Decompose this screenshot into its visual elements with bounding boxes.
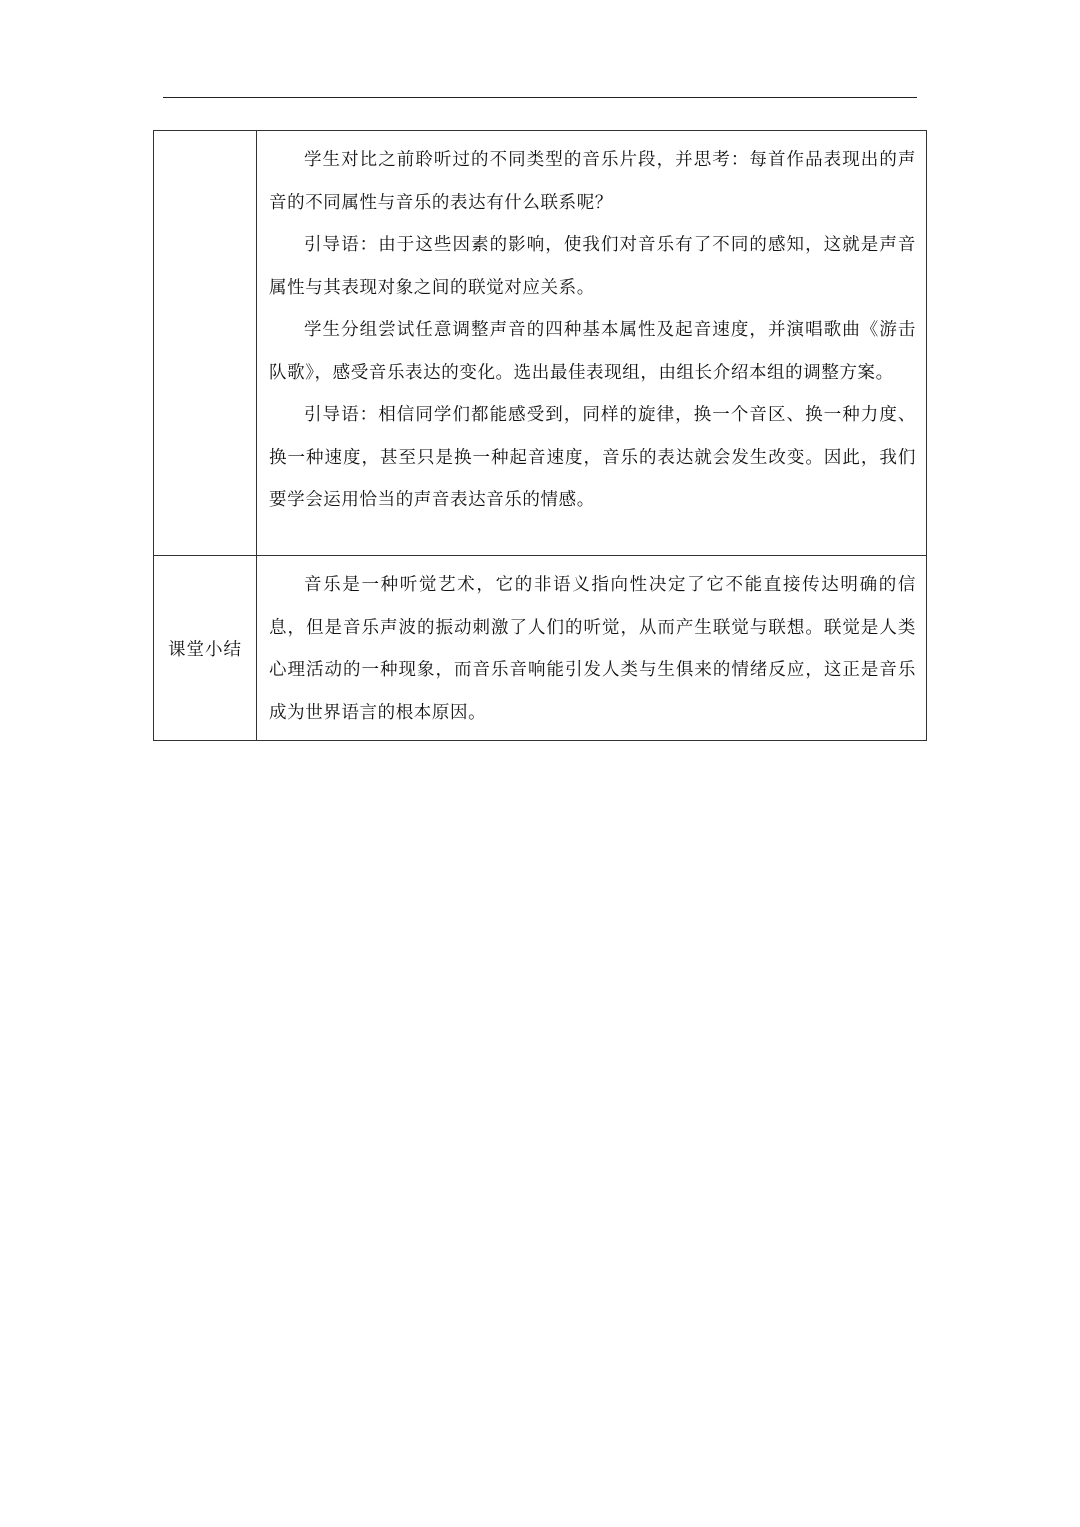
lesson-plan-table (153, 130, 927, 741)
paragraph: 引导语：由于这些因素的影响，使我们对音乐有了不同的感知，这就是声音属性与其表现对象之间的联觉对应关系。 (269, 235, 916, 298)
paragraph: 引导语：相信同学们都能感受到，同样的旋律，换一个音区、换一种力度、换一种速度，甚至只是换一种起音速度，音乐的表达就会发生改变。因此，我们要学会运用恰当的声音表达音乐的情感。 (269, 405, 916, 510)
row-label-summary: 课堂小结 (154, 556, 257, 741)
row-content (257, 556, 927, 741)
table-row (154, 556, 927, 741)
row-content (257, 131, 927, 556)
header-rule (163, 97, 917, 98)
table-row (154, 131, 927, 556)
paragraph: 音乐是一种听觉艺术，它的非语义指向性决定了它不能直接传达明确的信息，但是音乐声波的振动刺激了人们的听觉，从而产生联觉与联想。联觉是人类心理活动的一种现象，而音乐音响能引发人类与生俱来的情绪反应，这正是音乐成为世界语言的根本原因。 (269, 575, 916, 723)
paragraph: 学生对比之前聆听过的不同类型的音乐片段，并思考：每首作品表现出的声音的不同属性与音乐的表达有什么联系呢？ (269, 150, 916, 213)
row-label (154, 131, 257, 556)
paragraph: 学生分组尝试任意调整声音的四种基本属性及起音速度，并演唱歌曲《游击队歌》，感受音乐表达的变化。选出最佳表现组，由组长介绍本组的调整方案。 (269, 320, 916, 383)
